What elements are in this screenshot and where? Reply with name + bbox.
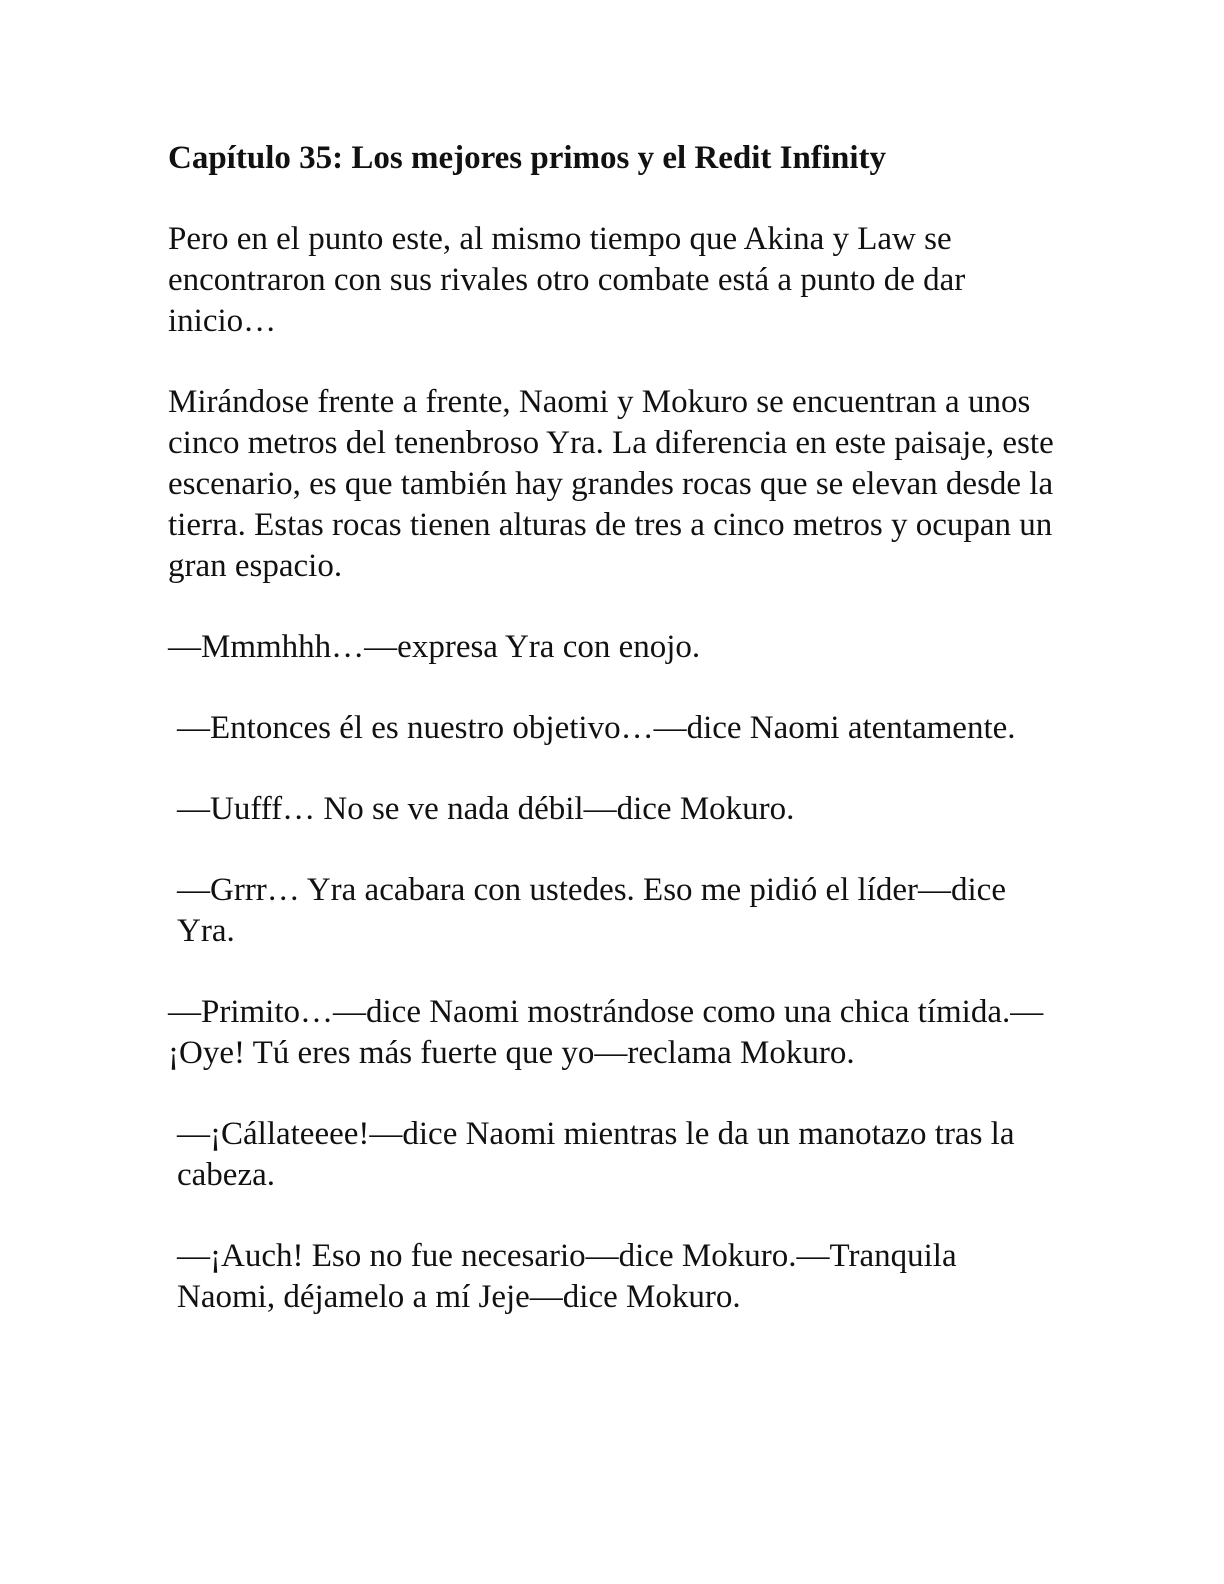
paragraph-8: —¡Cállateeee!—dice Naomi mientras le da un manotazo tras la cabeza. xyxy=(177,1116,1015,1193)
paragraph-3: —Mmmhhh…—expresa Yra con enojo. xyxy=(168,629,701,665)
paragraph-2: Mirándose frente a frente, Naomi y Mokuro se encuentran a unos cinco metros del tenenbroso Yra. La diferencia en este paisaje, este escenario, es que también hay grandes rocas que se elevan desde la tierra. Estas rocas tienen alturas de tres a cinco metros y ocupan un gran espacio. xyxy=(168,384,1054,584)
chapter-title: Capítulo 35: Los mejores primos y el Redit Infinity xyxy=(168,140,887,176)
paragraph-6: —Grrr… Yra acabara con ustedes. Eso me pidió el líder—dice Yra. xyxy=(177,872,1006,949)
paragraph-4: —Entonces él es nuestro objetivo…—dice Naomi atentamente. xyxy=(177,710,1016,746)
paragraph-1: Pero en el punto este, al mismo tiempo que Akina y Law se encontraron con sus rivales otro combate está a punto de dar inicio… xyxy=(168,221,966,339)
paragraph-7: —Primito…—dice Naomi mostrándose como una chica tímida.—¡Oye! Tú eres más fuerte que yo—reclama Mokuro. xyxy=(168,994,1044,1071)
paragraph-9: —¡Auch! Eso no fue necesario—dice Mokuro.—Tranquila Naomi, déjamelo a mí Jeje—dice Mokuro. xyxy=(177,1238,957,1315)
document-page xyxy=(168,138,1058,1358)
paragraph-5: —Uufff… No se ve nada débil—dice Mokuro. xyxy=(177,791,795,827)
